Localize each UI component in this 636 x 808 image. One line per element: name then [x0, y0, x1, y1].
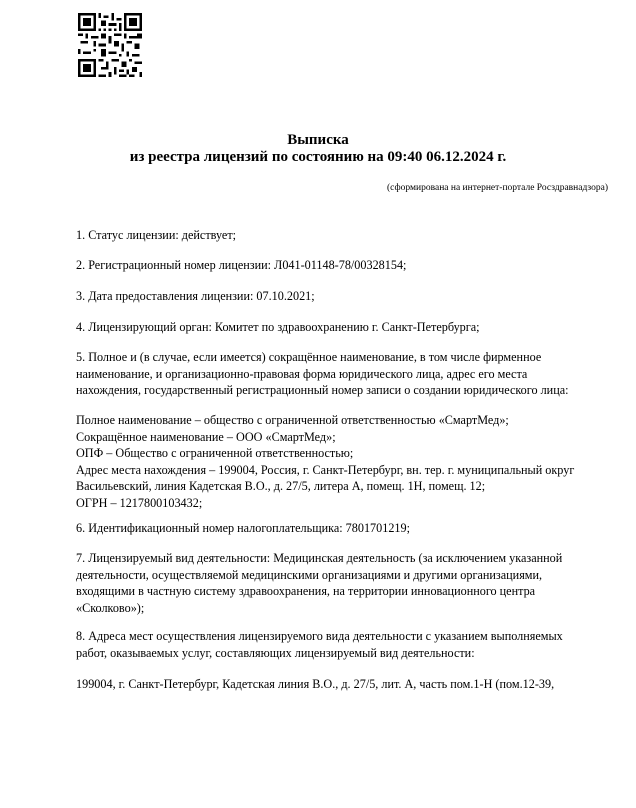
generation-note: (сформирована на интернет-портале Росздравнадзора) [387, 183, 608, 193]
organization-details [76, 412, 606, 511]
activity-type: 7. Лицензируемый вид деятельности: Медицинская деятельность (за исключением указанной деятельности, осуществляемой медицинскими организациями и другими организациями, входящими в частную систему здравоохранения, на территории инновационного центра «Сколково»); [76, 551, 563, 615]
address-line: Адрес места нахождения – 199004, Россия, г. Санкт-Петербург, вн. тер. г. муниципальный округ [76, 462, 575, 477]
taxpayer-id: 6. Идентификационный номер налогоплательщика: 7801701219; [76, 521, 411, 535]
document-subtitle: из реестра лицензий по состоянию на 09:40 06.12.2024 г. [129, 149, 507, 165]
licensing-authority: 4. Лицензирующий орган: Комитет по здравоохранению г. Санкт-Петербурга; [76, 320, 480, 334]
license-status: 1. Статус лицензии: действует; [76, 228, 237, 242]
document-title: Выписка [287, 132, 349, 148]
short-name-line: Сокращённое наименование – ООО «СмартМед»; [76, 429, 336, 444]
activity-address: 199004, г. Санкт-Петербург, Кадетская линия В.О., д. 27/5, лит. А, часть пом.1-Н (пом.12-39, [76, 677, 555, 691]
registration-number: 2. Регистрационный номер лицензии: Л041-01148-78/00328154; [76, 258, 407, 272]
item-5-name-header: 5. Полное и (в случае, если имеется) сокращённое наименование, в том числе фирменное наименование, и организационно-правовая форма юридического лица, адрес его места нахождения, государственный регистрационный номер записи о создании юридического лица: [76, 350, 569, 397]
full-name-line: Полное наименование – общество с ограниченной ответственностью «СмартМед»; [76, 413, 509, 427]
issue-date: 3. Дата предоставления лицензии: 07.10.2021; [76, 289, 315, 303]
opf-line: ОПФ – Общество с ограниченной ответственностью; [76, 446, 354, 460]
ogrn-line: ОГРН – 1217800103432; [76, 495, 203, 510]
activity-addresses-header: 8. Адреса мест осуществления лицензируемого вида деятельности с указанием выполняемых работ, оказываемых услуг, составляющих лицензируемый вид деятельности: [76, 629, 563, 660]
address-line-cont: Васильевский, линия Кадетская В.О., д. 27/5, литера А, помещ. 1Н, помещ. 12; [76, 479, 486, 493]
qr-code-image [78, 12, 142, 78]
